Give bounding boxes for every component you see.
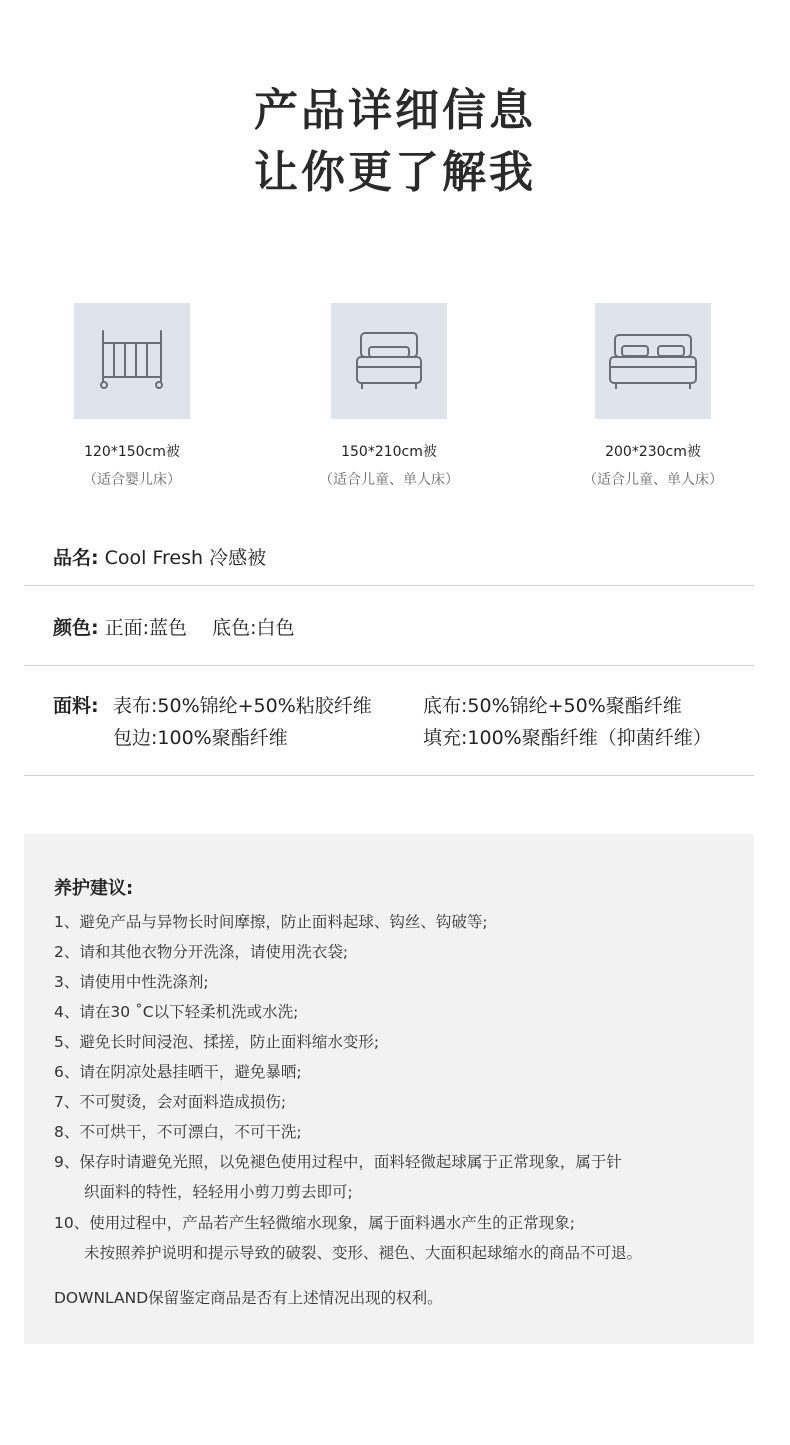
- care-item: 1、避免产品与异物长时间摩擦，防止面料起球、钩丝、钩破等;: [54, 913, 488, 931]
- material-edge: 包边:100%聚酯纤维: [113, 727, 288, 749]
- care-item: 7、不可熨烫，会对面料造成损伤;: [54, 1093, 287, 1111]
- size-label: 150*210cm被: [341, 444, 437, 460]
- size-option-single: [289, 303, 489, 489]
- material-back: 底布:50%锦纶+50%聚酯纤维: [423, 695, 682, 717]
- care-item: 10、使用过程中，产品若产生轻微缩水现象，属于面料遇水产生的正常现象;: [54, 1214, 575, 1232]
- size-option-crib: [32, 303, 232, 489]
- page-subtitle: 让你更了解我: [254, 147, 536, 198]
- double-bed-icon: [595, 303, 711, 419]
- size-note: （适合婴儿床）: [83, 472, 181, 488]
- care-item-continued: 织面料的特性，轻轻用小剪刀剪去即可;: [84, 1183, 353, 1201]
- crib-icon: [74, 303, 190, 419]
- care-item: 2、请和其他衣物分开洗涤，请使用洗衣袋;: [54, 943, 349, 961]
- size-note: （适合儿童、单人床）: [319, 472, 459, 488]
- page-title: 产品详细信息: [254, 85, 536, 136]
- divider: [24, 665, 754, 666]
- care-item: 5、避免长时间浸泡、揉搓，防止面料缩水变形;: [54, 1033, 380, 1051]
- care-title: 养护建议:: [54, 878, 134, 899]
- brand-disclaimer: DOWNLAND保留鉴定商品是否有上述情况出现的权利。: [54, 1289, 443, 1307]
- product-name-value: Cool Fresh 冷感被: [104, 547, 267, 569]
- size-option-double: [553, 303, 753, 489]
- size-label: 120*150cm被: [84, 444, 180, 460]
- care-item-continued: 未按照养护说明和提示导致的破裂、变形、褪色、大面积起球缩水的商品不可退。: [84, 1244, 643, 1262]
- care-item: 8、不可烘干，不可漂白，不可干洗;: [54, 1123, 302, 1141]
- care-item: 3、请使用中性洗涤剂;: [54, 973, 209, 991]
- product-name-key: 品名:: [53, 547, 99, 569]
- color-row: [53, 613, 753, 640]
- care-item: 9、保存时请避免光照，以免褪色使用过程中，面料轻微起球属于正常现象，属于针: [54, 1153, 622, 1171]
- size-label: 200*230cm被: [605, 444, 701, 460]
- care-item: 4、请在30 ˚C以下轻柔机洗或水洗;: [54, 1003, 299, 1021]
- single-bed-icon: [331, 303, 447, 419]
- product-name-row: [53, 543, 753, 570]
- divider: [24, 585, 754, 586]
- care-section: [24, 834, 754, 1344]
- color-key: 颜色:: [53, 617, 99, 639]
- size-note: （适合儿童、单人床）: [583, 472, 723, 488]
- material-key: 面料:: [53, 695, 99, 717]
- color-value: 正面:蓝色 底色:白色: [104, 617, 295, 639]
- divider: [24, 775, 754, 776]
- material-fill: 填充:100%聚酯纤维（抑菌纤维）: [423, 727, 712, 749]
- care-item: 6、请在阴凉处悬挂晒干，避免暴晒;: [54, 1063, 302, 1081]
- material-face: 表布:50%锦纶+50%粘胶纤维: [113, 695, 372, 717]
